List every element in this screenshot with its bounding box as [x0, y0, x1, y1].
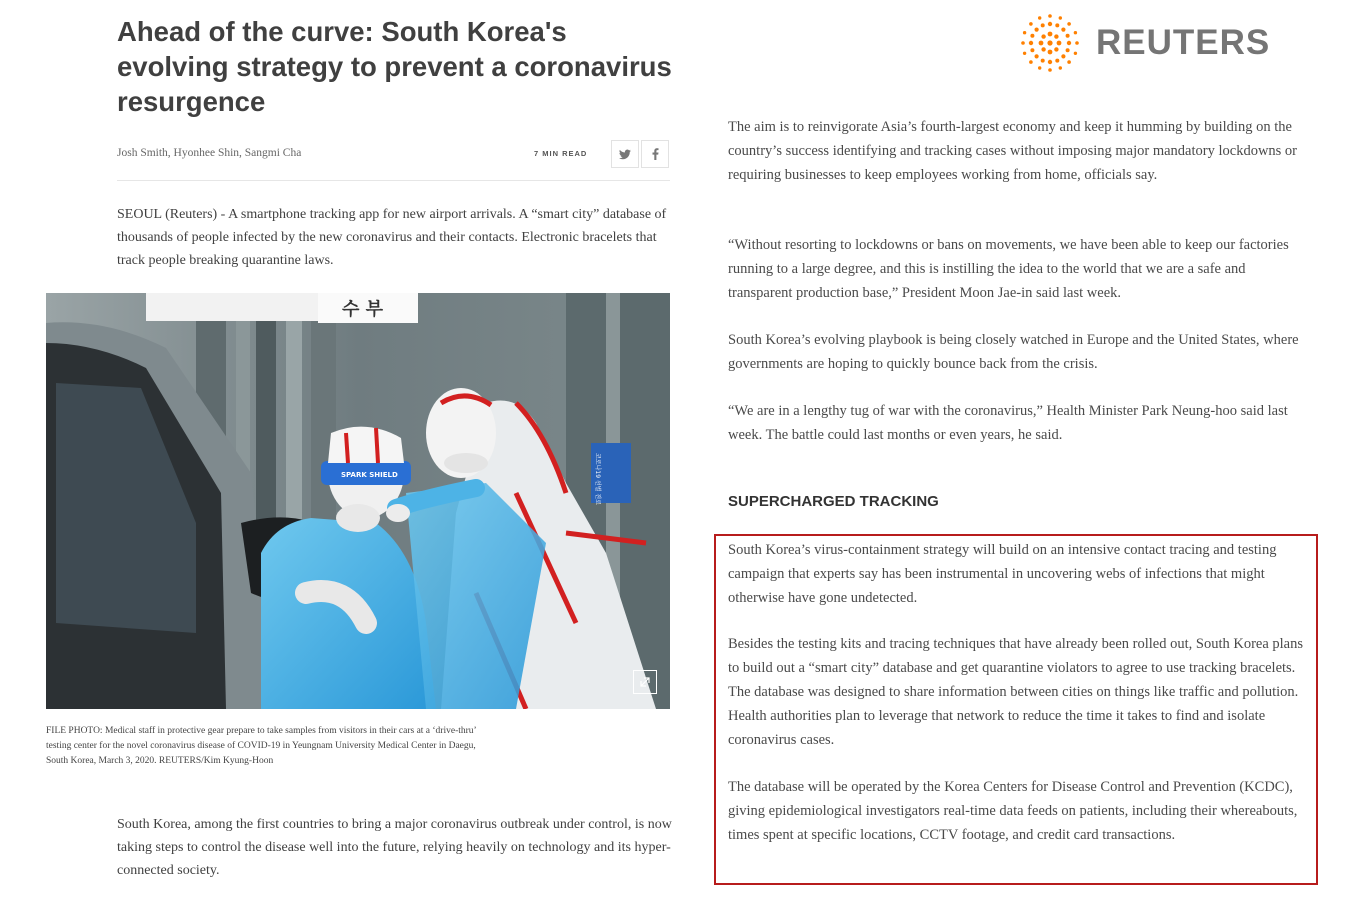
paragraph-4: “We are in a lengthy tug of war with the coronavirus,” Health Minister Park Neung-hoo said last week. The battle could last months or even years, he said.	[728, 403, 1288, 443]
paragraph-6: Besides the testing kits and tracing techniques that have already been rolled out, South Korea plans to build out a “smart city” database and get quarantine violators to agree to use tracking bracelets. The database was designed to share information between cities on things like traffic and pollution. Health authorities plan to leverage that network to reduce the time it takes to find and isolate coronavirus cases.	[728, 636, 1304, 748]
twitter-icon	[619, 149, 631, 160]
paragraph-2: “Without resorting to lockdowns or bans on movements, we have been able to keep our factories running to a large degree, and this is instilling the idea to the world that we are a safe and transparent production base,” President Moon Jae-in said last week.	[728, 237, 1289, 301]
face-shield-text: SPARK SHIELD	[341, 471, 398, 479]
read-time: 7 MIN READ	[534, 149, 588, 158]
facebook-share-button[interactable]	[641, 140, 669, 168]
twitter-share-button[interactable]	[611, 140, 639, 168]
paragraph-3: South Korea’s evolving playbook is being closely watched in Europe and the United States, where governments are hoping to quickly bounce back from the crisis.	[728, 332, 1299, 372]
paragraph-7: The database will be operated by the Korea Centers for Disease Control and Prevention (KCDC), giving epidemiological investigators real-time data feeds on patients, including their whereabouts, times spent at specific locations, CCTV footage, and credit card transactions.	[728, 779, 1298, 843]
reuters-logo-icon	[1018, 13, 1082, 73]
paragraph-5: South Korea’s virus-containment strategy will build on an intensive contact tracing and testing campaign that experts say has been instrumental in uncovering webs of infections that might otherwise have gone undetected.	[728, 542, 1277, 606]
paragraph-1: The aim is to reinvigorate Asia’s fourth-largest economy and keep it humming by building on the country’s success identifying and tracking cases without imposing major mandatory lockdowns or requiring businesses to keep employees working from home, officials say.	[728, 119, 1298, 183]
blue-sign-text: 코로나19 선별 진료	[594, 453, 601, 506]
authors: Josh Smith, Hyonhee Shin, Sangmi Cha	[117, 147, 302, 159]
expand-photo-button[interactable]	[633, 670, 657, 694]
photo-caption: FILE PHOTO: Medical staff in protective gear prepare to take samples from visitors in their cars at a ‘drive-thru’ testing center for the novel coronavirus disease of COVID-19 in Yeungnam University Medical Center in Daegu, South Korea, March 3, 2020. REUTERS/Kim Kyung-Hoon	[46, 726, 477, 766]
reuters-wordmark: REUTERS	[1096, 23, 1271, 62]
article-paragraph-left: South Korea, among the first countries to bring a major coronavirus outbreak under control, is now taking steps to control the disease well into the future, relying heavily on technology and its hyper-connected society.	[117, 817, 672, 878]
byline-row	[117, 140, 670, 181]
article-photo[interactable]	[46, 293, 670, 709]
section-subhead: SUPERCHARGED TRACKING	[728, 493, 939, 510]
reuters-logo[interactable]	[1018, 13, 1271, 73]
expand-icon	[634, 671, 656, 693]
article-headline: Ahead of the curve: South Korea's evolving strategy to prevent a coronavirus resurgence	[117, 16, 672, 117]
sign-text: 수 부	[342, 299, 384, 320]
lede-paragraph: SEOUL (Reuters) - A smartphone tracking app for new airport arrivals. A “smart city” database of thousands of people infected by the new coronavirus and their contacts. Electronic bracelets that track people breaking quarantine laws.	[117, 207, 667, 268]
photo-scene	[46, 293, 670, 709]
facebook-icon	[652, 148, 659, 160]
